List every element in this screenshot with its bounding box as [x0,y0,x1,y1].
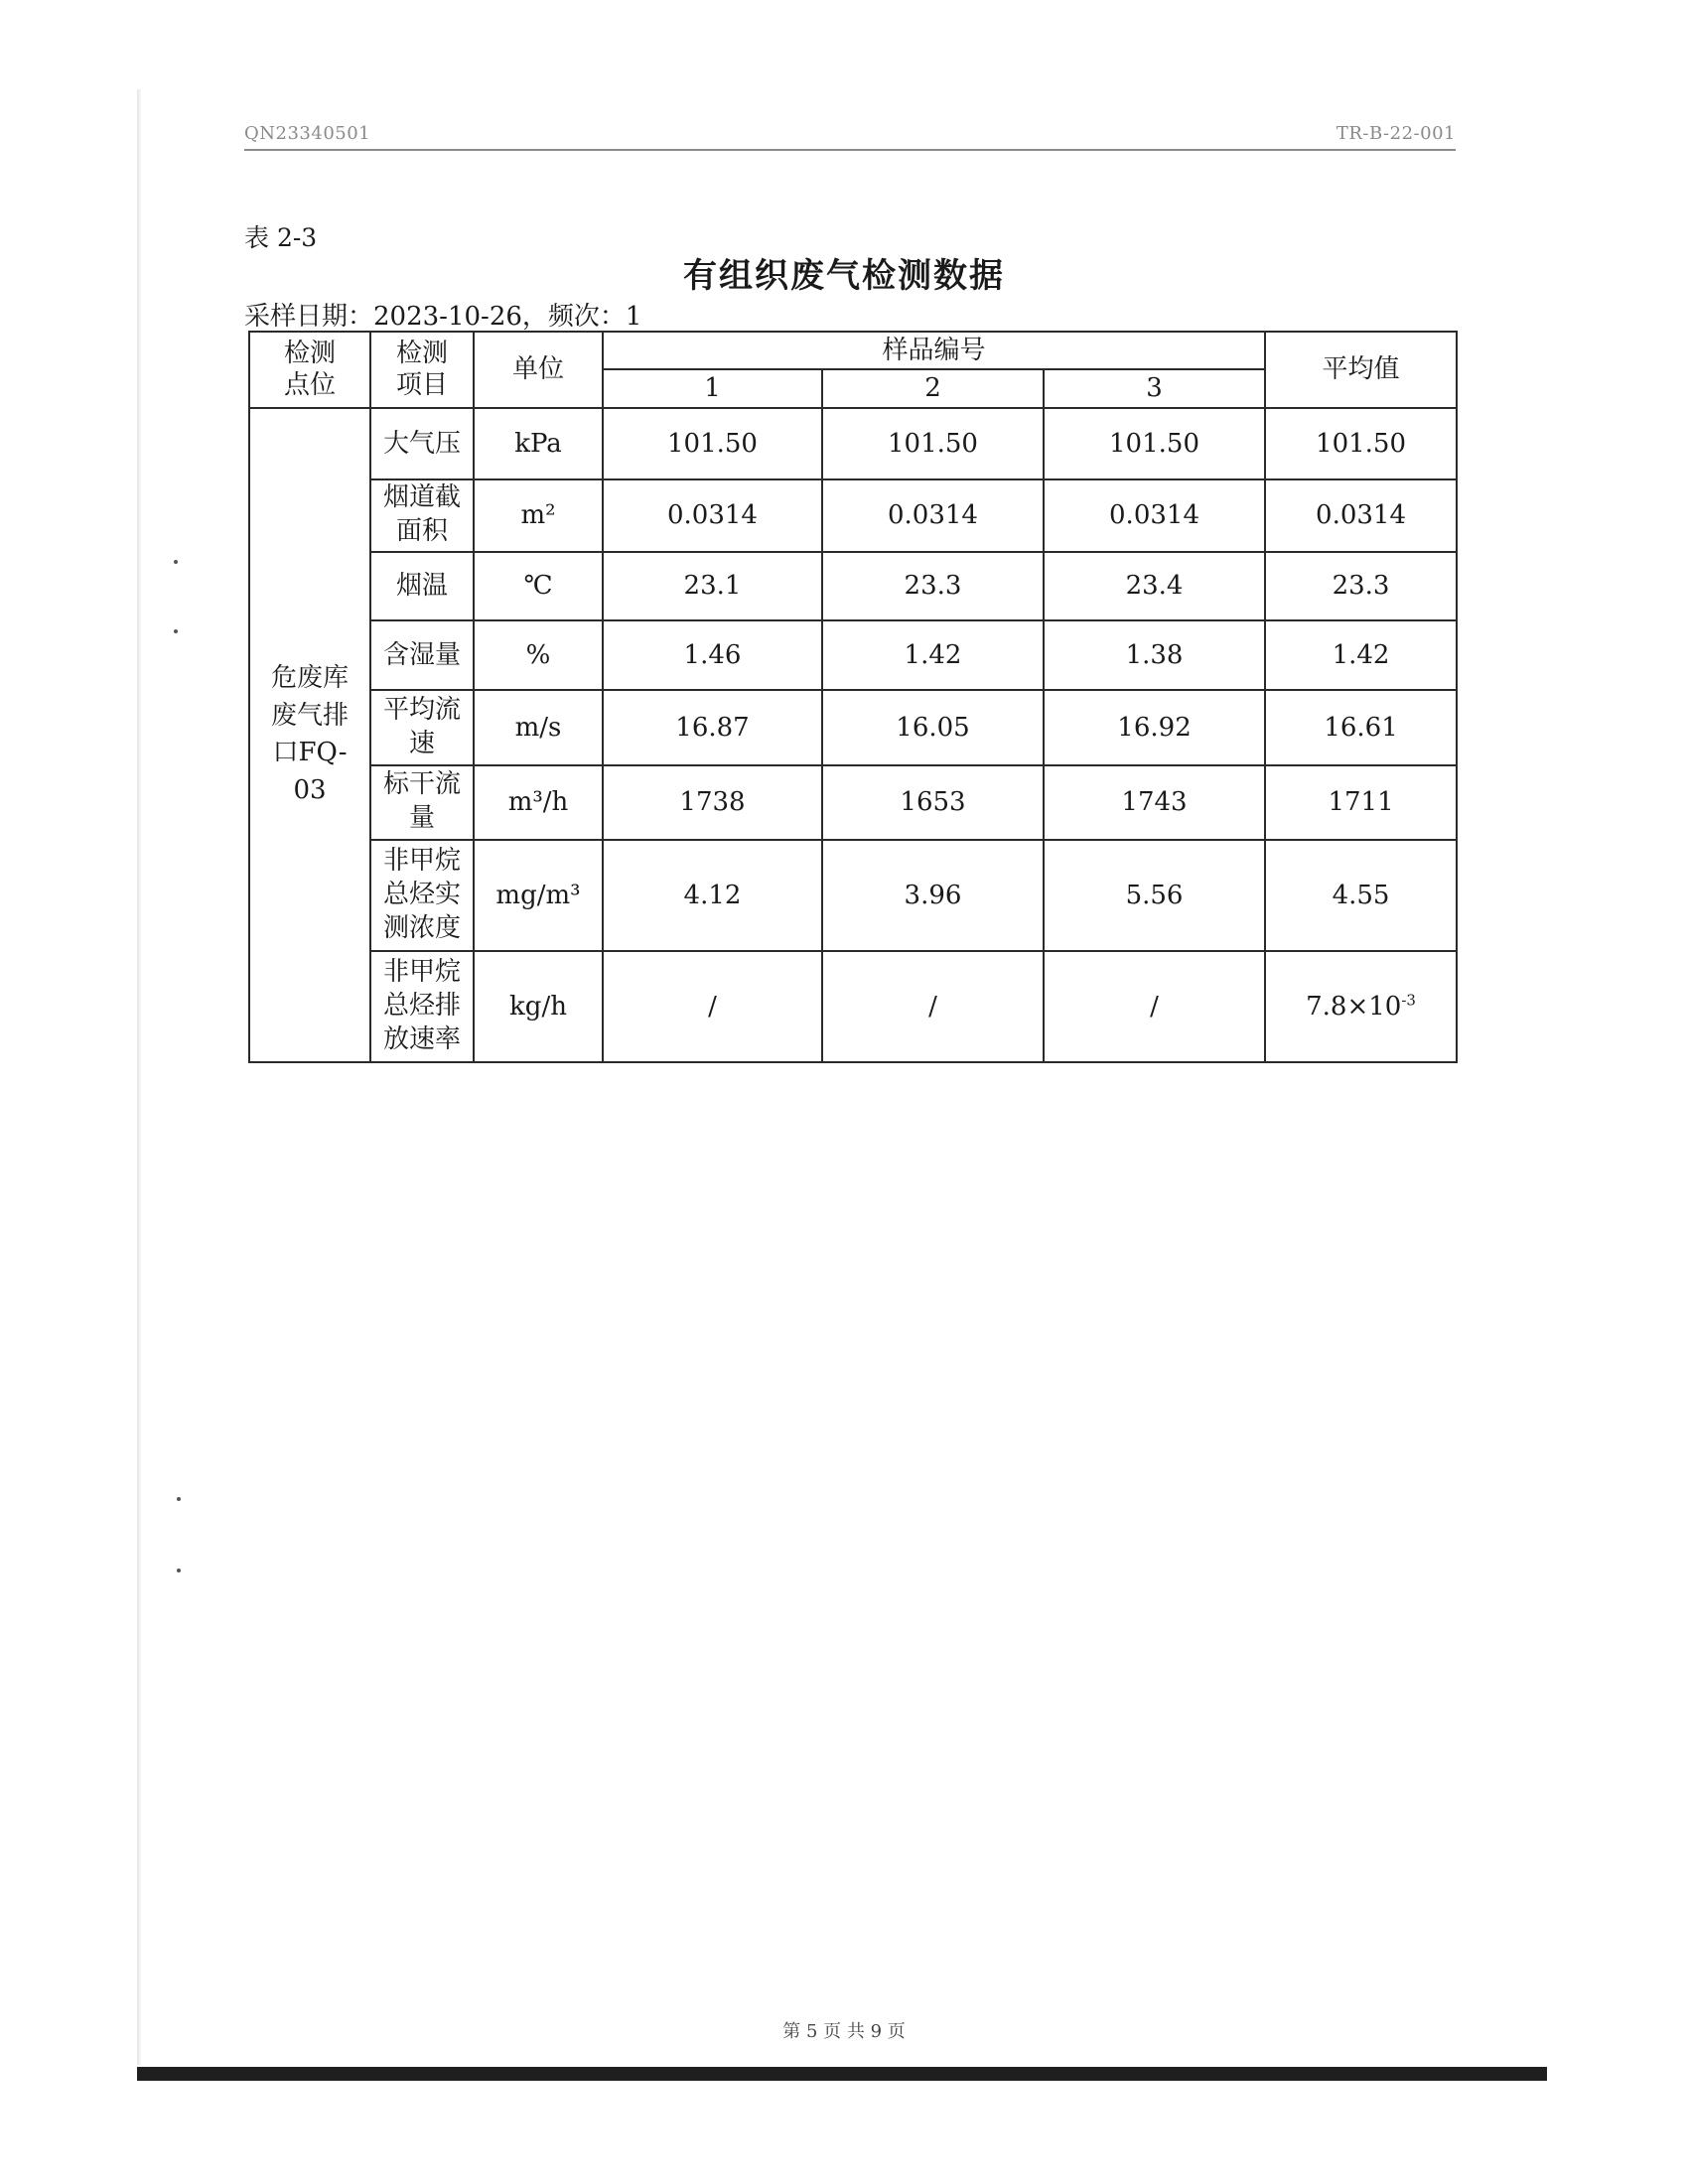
page-footer: 第 5 页 共 9 页 [782,2021,906,2042]
row-unit: % [474,620,603,690]
row-value-3: 5.56 [1044,840,1265,951]
header-sample-2: 2 [822,369,1044,407]
row-item [370,690,474,765]
row-average: 16.61 [1265,690,1457,765]
row-average: 0.0314 [1265,479,1457,552]
row-value-3: 1.38 [1044,620,1265,690]
row-value-2: 1.42 [822,620,1044,690]
row-item-text: 烟道截面积 [382,482,461,547]
header-point-text: 检测点位 [283,338,336,401]
row-item: 含湿量 [370,620,474,690]
row-item: 烟温 [370,552,474,620]
row-item [370,765,474,840]
row-unit: ℃ [474,552,603,620]
row-average: 1711 [1265,765,1457,840]
header-row [249,332,1457,369]
row-value-2: / [822,951,1044,1062]
row-unit: m² [474,479,603,552]
header-sample-1: 1 [603,369,822,407]
scan-speck [177,1569,181,1572]
row-value-1: 1.46 [603,620,822,690]
table-number: 表 2-3 [244,223,318,252]
row-value-2: 101.50 [822,408,1044,479]
row-unit: m³/h [474,765,603,840]
row-value-1: 0.0314 [603,479,822,552]
row-item-text: 非甲烷总烃实测浓度 [382,846,461,943]
row-average: 23.3 [1265,552,1457,620]
header-sample-3: 3 [1044,369,1265,407]
table-row [249,552,1457,620]
row-value-1: 4.12 [603,840,822,951]
header-average: 平均值 [1265,332,1457,408]
scan-speck [174,560,178,564]
row-unit: kPa [474,408,603,479]
scan-speck [174,629,178,633]
row-value-3: 23.4 [1044,552,1265,620]
page-bottom-edge [137,2067,1547,2081]
page-title: 有组织废气检测数据 [683,256,1005,296]
row-average: 4.55 [1265,840,1457,951]
row-item: 大气压 [370,408,474,479]
row-value-3: 1743 [1044,765,1265,840]
monitoring-point-name: 危废库废气排口FQ-03 [270,662,349,805]
row-value-2: 0.0314 [822,479,1044,552]
report-number: QN23340501 [244,123,371,144]
row-unit: m/s [474,690,603,765]
form-code: TR-B-22-001 [1336,123,1456,144]
row-item [370,840,474,951]
row-value-1: 23.1 [603,552,822,620]
page-edge-shadow [137,89,141,2065]
row-value-1: / [603,951,822,1062]
table-row [249,479,1457,552]
row-item-text: 非甲烷总烃排放速率 [382,957,461,1054]
row-item [370,951,474,1062]
row-average-base: 7.8×10 [1306,991,1402,1022]
row-value-2: 16.05 [822,690,1044,765]
row-average: 101.50 [1265,408,1457,479]
header-item-text: 检测项目 [395,338,448,401]
table-row [249,951,1457,1062]
table-row [249,765,1457,840]
header-point [249,332,370,408]
monitoring-point-cell [249,408,370,1062]
header-sample-no: 样品编号 [603,332,1265,369]
row-value-1: 16.87 [603,690,822,765]
header-unit: 单位 [474,332,603,408]
scan-speck [177,1497,181,1501]
row-value-2: 3.96 [822,840,1044,951]
row-average: 1.42 [1265,620,1457,690]
row-unit: kg/h [474,951,603,1062]
row-value-3: / [1044,951,1265,1062]
row-average [1265,951,1457,1062]
header-item [370,332,474,408]
row-item-text: 平均流速 [382,694,461,758]
exhaust-gas-data-table [248,331,1458,1063]
row-value-2: 1653 [822,765,1044,840]
row-value-2: 23.3 [822,552,1044,620]
row-unit: mg/m³ [474,840,603,951]
table-row [249,620,1457,690]
row-item [370,479,474,552]
row-value-1: 1738 [603,765,822,840]
row-value-3: 101.50 [1044,408,1265,479]
row-item-text: 标干流量 [382,769,461,834]
row-value-3: 16.92 [1044,690,1265,765]
row-average-exponent: -3 [1401,990,1416,1009]
table-row [249,690,1457,765]
header-rule [244,149,1456,151]
table-row [249,408,1457,479]
row-value-1: 101.50 [603,408,822,479]
table-row [249,840,1457,951]
row-value-3: 0.0314 [1044,479,1265,552]
sampling-info: 采样日期：2023-10-26，频次：1 [244,302,642,332]
